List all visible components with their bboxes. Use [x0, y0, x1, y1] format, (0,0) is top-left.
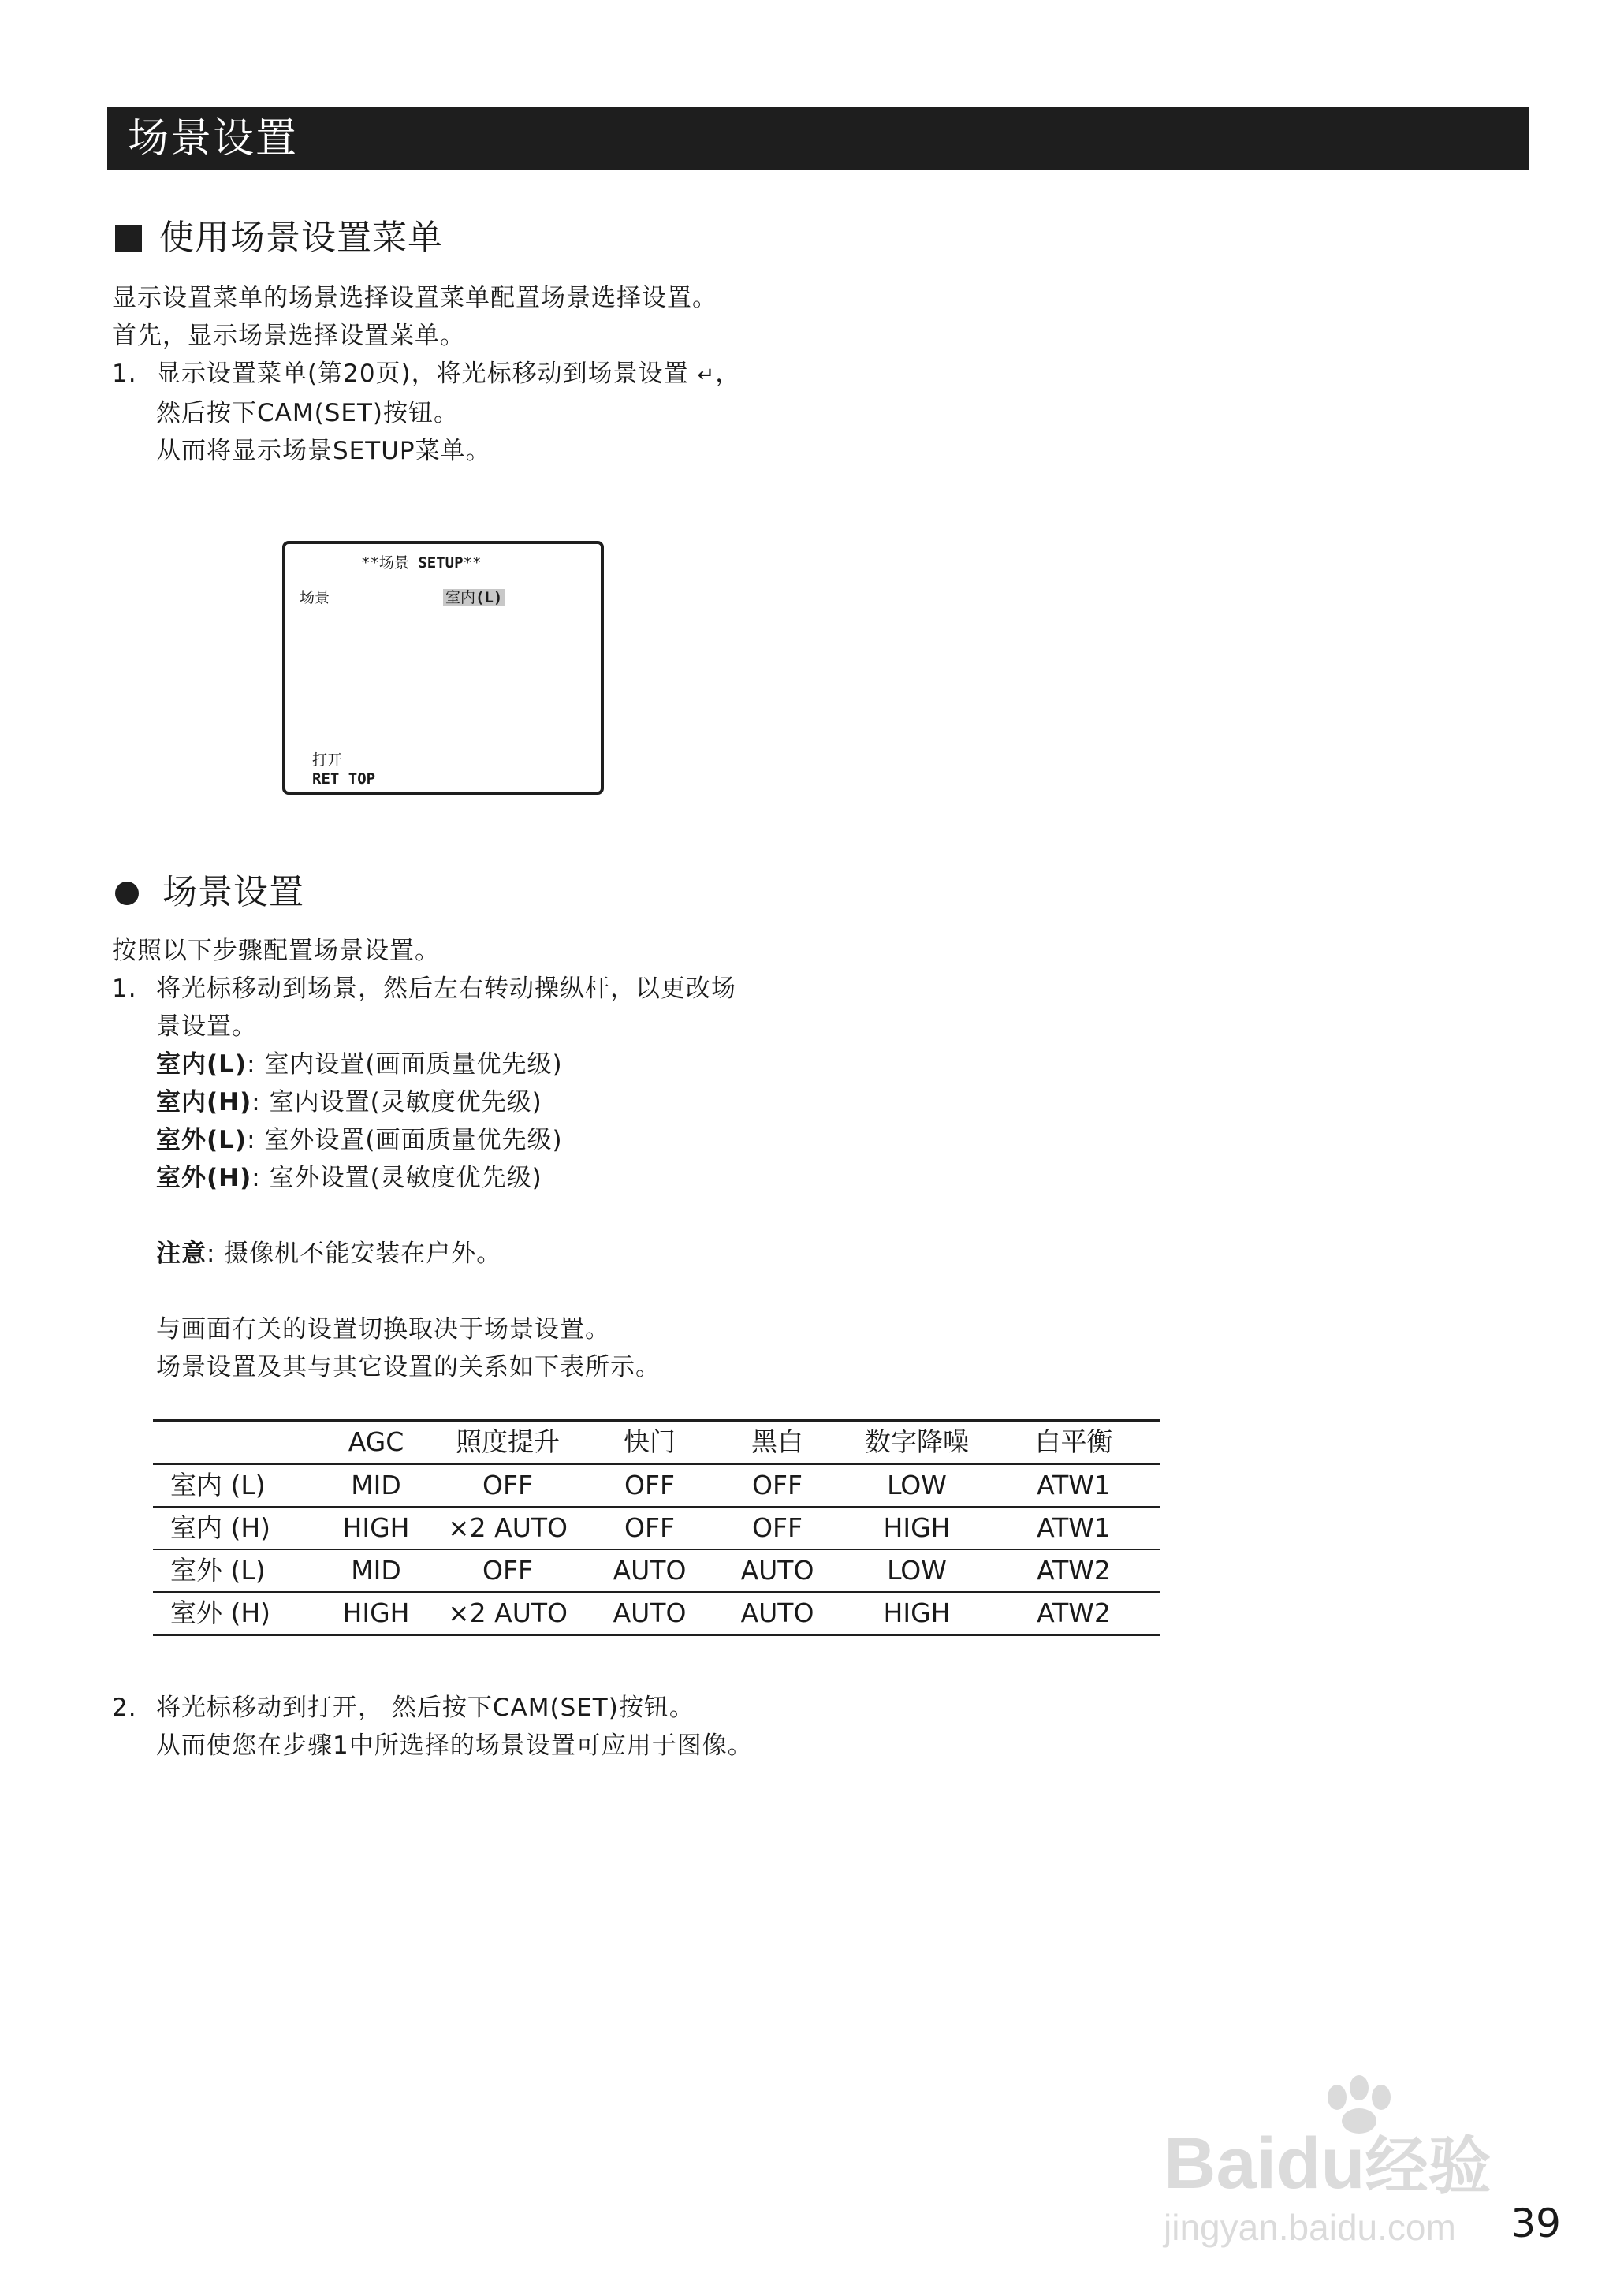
- table-cell: ATW1: [1037, 1470, 1111, 1500]
- option-item: 室内(H): 室内设置(灵敏度优先级): [156, 1088, 542, 1116]
- table-cell: MID: [351, 1555, 401, 1586]
- table-cell: LOW: [887, 1470, 947, 1500]
- note: 注意: 摄像机不能安装在户外。: [156, 1239, 502, 1268]
- enter-arrow-icon: ↵: [697, 363, 716, 387]
- table-cell: AUTO: [613, 1555, 687, 1586]
- table-cell: MID: [351, 1470, 401, 1500]
- table-cell: ATW2: [1037, 1597, 1111, 1628]
- watermark-suffix: 经验: [1365, 2131, 1492, 2201]
- step-text: 从而将显示场景SETUP菜单。: [156, 437, 491, 465]
- table-cell: HIGH: [342, 1512, 410, 1543]
- watermark-brand-du: du: [1276, 2123, 1365, 2204]
- step-number: 2.: [112, 1694, 137, 1722]
- step-text: 然后按下CAM(SET)按钮。: [156, 399, 459, 427]
- watermark-brand: Bai: [1164, 2123, 1277, 2204]
- table-cell: HIGH: [883, 1512, 951, 1543]
- relation-paragraph: 与画面有关的设置切换取决于场景设置。: [156, 1315, 610, 1344]
- table-cell: 室内 (H): [170, 1512, 271, 1543]
- table-cell: OFF: [482, 1555, 533, 1586]
- step-number: 1.: [112, 975, 137, 1003]
- step-text: 显示设置菜单(第20页)，将光标移动到场景设置: [156, 360, 698, 388]
- table-cell: 室外 (H): [170, 1597, 271, 1628]
- step-text-end: ，: [715, 360, 741, 388]
- step-number: 1.: [112, 360, 137, 388]
- intro-line: 首先，显示场景选择设置菜单。: [112, 322, 465, 350]
- table-cell: OFF: [482, 1470, 533, 1500]
- circle-bullet-icon: [115, 882, 139, 905]
- option-item: 室外(L): 室外设置(画面质量优先级): [156, 1126, 563, 1154]
- step-2: [112, 1689, 753, 1765]
- table-cell: ATW1: [1037, 1512, 1111, 1543]
- table-row: [153, 1592, 1160, 1635]
- scene-settings-table: [153, 1419, 1160, 1636]
- scene-instructions: [112, 932, 736, 1386]
- scene-intro: 按照以下步骤配置场景设置。: [112, 937, 440, 965]
- section-heading-text: 场景设置: [162, 872, 304, 912]
- table-header: 黑白: [751, 1426, 803, 1457]
- table-header: 数字降噪: [865, 1426, 969, 1457]
- watermark-url: jingyan.baidu.com: [1164, 2207, 1456, 2248]
- table-cell: HIGH: [342, 1597, 410, 1628]
- table-row: [153, 1549, 1160, 1592]
- step-text: 景设置。: [156, 1012, 257, 1041]
- relation-paragraph: 场景设置及其与其它设置的关系如下表所示。: [156, 1353, 661, 1381]
- osd-footer-open: 打开: [312, 751, 343, 769]
- table-cell: AUTO: [740, 1555, 814, 1586]
- intro-paragraph: [112, 279, 740, 470]
- table-cell: ×2 AUTO: [448, 1597, 568, 1628]
- table-header: 照度提升: [456, 1426, 560, 1457]
- table-cell: 室内 (L): [170, 1470, 266, 1500]
- table-cell: OFF: [752, 1512, 803, 1543]
- section-heading-menu: [115, 216, 443, 260]
- page-number: 39: [1510, 2201, 1561, 2246]
- table-header: [153, 1421, 328, 1464]
- table-cell: OFF: [624, 1470, 675, 1500]
- osd-item-label: 场景: [300, 589, 330, 606]
- table-cell: HIGH: [883, 1597, 951, 1628]
- square-bullet-icon: [115, 225, 142, 252]
- option-item: 室外(H): 室外设置(灵敏度优先级): [156, 1164, 542, 1192]
- section-heading-text: 使用场景设置菜单: [159, 218, 443, 258]
- step-1: [112, 355, 740, 394]
- table-cell: ×2 AUTO: [448, 1512, 568, 1543]
- table-cell: OFF: [624, 1512, 675, 1543]
- intro-line: 显示设置菜单的场景选择设置菜单配置场景选择设置。: [112, 284, 717, 312]
- page-title: 场景设置: [107, 107, 1529, 170]
- scene-setup-osd-menu: [282, 541, 604, 795]
- step-text: 从而使您在步骤1中所选择的场景设置可应用于图像。: [156, 1731, 753, 1760]
- table-cell: AUTO: [613, 1597, 687, 1628]
- step-1: [112, 970, 736, 1008]
- osd-title: **场景 SETUP**: [361, 554, 482, 572]
- table-header-row: [153, 1421, 1160, 1464]
- table-cell: ATW2: [1037, 1555, 1111, 1586]
- table-header: AGC: [348, 1426, 404, 1457]
- step-text: 将光标移动到打开， 然后按下CAM(SET)按钮。: [156, 1694, 695, 1722]
- step-text: 将光标移动到场景，然后左右转动操纵杆，以更改场: [156, 975, 736, 1003]
- option-item: 室内(L): 室内设置(画面质量优先级): [156, 1050, 563, 1079]
- table-header: 白平衡: [1034, 1426, 1113, 1457]
- table-cell: LOW: [887, 1555, 947, 1586]
- table-row: [153, 1507, 1160, 1549]
- table-row: [153, 1464, 1160, 1508]
- osd-item-value: 室内(L): [443, 588, 505, 607]
- table-cell: 室外 (L): [170, 1555, 266, 1586]
- table-header: 快门: [624, 1426, 676, 1457]
- table-cell: OFF: [752, 1470, 803, 1500]
- table-cell: AUTO: [740, 1597, 814, 1628]
- section-heading-scene: [115, 870, 304, 915]
- osd-footer-ret-top: RET TOP: [312, 770, 376, 788]
